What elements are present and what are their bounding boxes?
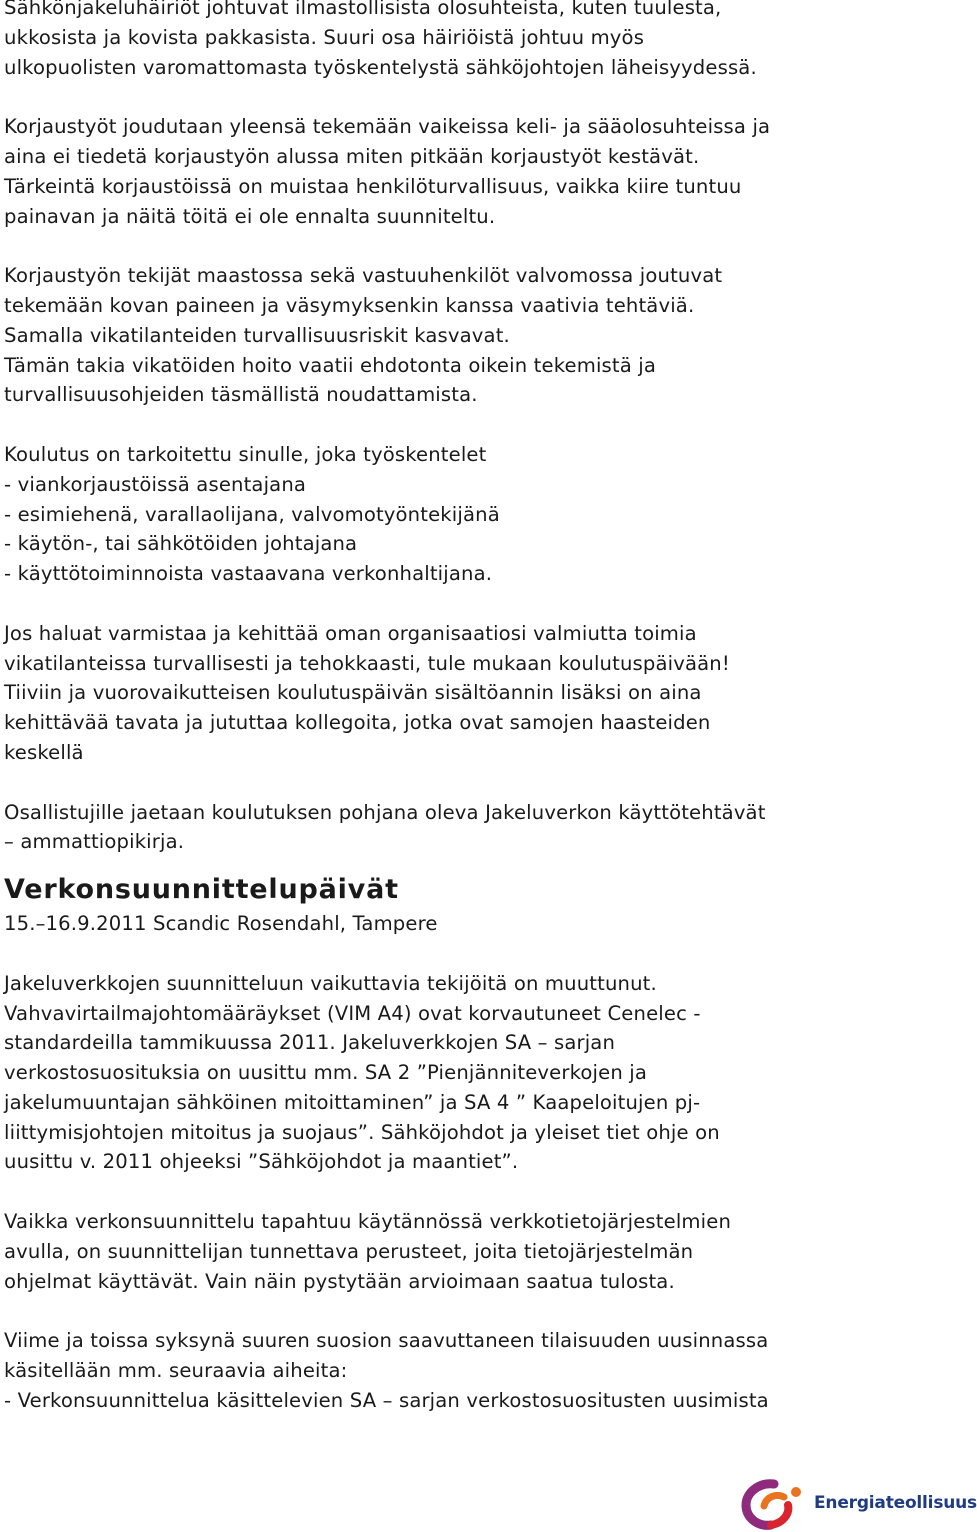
- energiateollisuus-logo: [738, 1478, 977, 1530]
- text-line: aina ei tiedetä korjaustyön alussa miten pitkään korjaustyöt kestävät.: [4, 144, 700, 168]
- text-line: Samalla vikatilanteiden turvallisuusriskit kasvavat.: [4, 323, 510, 347]
- list-item: - esimiehenä, varallaolijana, valvomotyöntekijänä: [4, 502, 500, 526]
- text-line: Jakeluverkkojen suunnitteluun vaikuttavia tekijöitä on muuttunut.: [4, 971, 657, 995]
- list-item: - käyttötoiminnoista vastaavana verkonhaltijana.: [4, 562, 493, 586]
- list-item: - viankorjaustöissä asentajana: [4, 472, 307, 496]
- text-line: tekemään kovan paineen ja väsymyksenkin kanssa vaativia tehtäviä.: [4, 293, 695, 317]
- text-line: verkostosuosituksia on uusittu mm. SA 2 ”Pienjänniteverkojen ja: [4, 1061, 648, 1085]
- text-line: painavan ja näitä töitä ei ole ennalta suunniteltu.: [4, 204, 496, 228]
- text-line: Vahvavirtailmajohtomääräykset (VIM A4) ovat korvautuneet Cenelec -: [4, 1001, 701, 1025]
- list-item: - käytön-, tai sähkötöiden johtajana: [4, 532, 358, 556]
- paragraph-repair-work: [4, 112, 956, 231]
- text-line: Osallistujille jaetaan koulutuksen pohjana oleva Jakeluverkon käyttötehtävät: [4, 800, 766, 824]
- text-line: Tämän takia vikatöiden hoito vaatii ehdotonta oikein tekemistä ja: [4, 353, 657, 377]
- text-line: liittymisjohtojen mitoitus ja suojaus”. Sähköjohdot ja yleiset tiet ohje on: [4, 1120, 720, 1144]
- text-line: ohjelmat käyttävät. Vain näin pystytään arvioimaan saatua tulosta.: [4, 1269, 675, 1293]
- text-line: Viime ja toissa syksynä suuren suosion saavuttaneen tilaisuuden uusinnassa: [4, 1329, 769, 1353]
- text-line: Koulutus on tarkoitettu sinulle, joka työskentelet: [4, 442, 487, 466]
- paragraph-invitation: [4, 619, 956, 768]
- text-line: keskellä: [4, 740, 84, 764]
- text-line: vikatilanteissa turvallisesti ja tehokkaasti, tule mukaan koulutuspäivään!: [4, 651, 730, 675]
- text-line: Tärkeintä korjaustöissä on muistaa henkilöturvallisuus, vaikka kiire tuntuu: [4, 174, 742, 198]
- event-date-venue: 15.–16.9.2011 Scandic Rosendahl, Tampere: [4, 912, 438, 936]
- document-body: [4, 0, 956, 1416]
- paragraph-handbook: [4, 798, 956, 858]
- text-line: Tiiviin ja vuorovaikutteisen koulutuspäivän sisältöannin lisäksi on aina: [4, 681, 702, 705]
- text-line: avulla, on suunnittelijan tunnettava perusteet, joita tietojärjestelmän: [4, 1239, 694, 1263]
- section-heading: Verkonsuunnittelupäivät: [4, 874, 399, 906]
- paragraph-disturbances: [4, 0, 956, 82]
- text-line: käsitellään mm. seuraavia aiheita:: [4, 1359, 348, 1383]
- paragraph-planning-basics: [4, 1207, 956, 1296]
- text-line: Korjaustyön tekijät maastossa sekä vastuuhenkilöt valvomossa joutuvat: [4, 264, 723, 288]
- paragraph-target-audience: [4, 440, 956, 589]
- energiateollisuus-logo-icon: [738, 1478, 808, 1530]
- text-line: Korjaustyöt joudutaan yleensä tekemään vaikeissa keli- ja sääolosuhteissa ja: [4, 115, 771, 139]
- text-line: – ammattiopikirja.: [4, 830, 185, 854]
- text-line: kehittävää tavata ja jututtaa kollegoita, jotka ovat samojen haasteiden: [4, 711, 711, 735]
- text-line: turvallisuusohjeiden täsmällistä noudattamista.: [4, 383, 478, 407]
- text-line: uusittu v. 2011 ohjeeksi ”Sähköjohdot ja maantiet”.: [4, 1150, 519, 1174]
- text-line: Sähkönjakeluhäiriöt johtuvat ilmastollisista olosuhteista, kuten tuulesta,: [4, 0, 722, 19]
- text-line: Jos haluat varmistaa ja kehittää oman organisaatiosi valmiutta toimia: [4, 621, 697, 645]
- text-line: jakelumuuntajan sähköinen mitoittaminen” ja SA 4 ” Kaapeloitujen pj-: [4, 1090, 701, 1114]
- paragraph-pressure: [4, 261, 956, 410]
- text-line: ulkopuolisten varomattomasta työskentelystä sähköjohtojen läheisyydessä.: [4, 55, 757, 79]
- text-line: Vaikka verkonsuunnittelu tapahtuu käytännössä verkkotietojärjestelmien: [4, 1210, 732, 1234]
- text-line: standardeilla tammikuussa 2011. Jakeluverkkojen SA – sarjan: [4, 1031, 616, 1055]
- list-item: - Verkonsuunnittelua käsittelevien SA – sarjan verkostosuositusten uusimista: [4, 1388, 769, 1412]
- paragraph-planning-changes: [4, 969, 956, 1178]
- text-line: ukkosista ja kovista pakkasista. Suuri osa häiriöistä johtuu myös: [4, 25, 645, 49]
- logo-text: Energiateollisuus: [814, 1493, 977, 1513]
- paragraph-topics: [4, 1326, 956, 1415]
